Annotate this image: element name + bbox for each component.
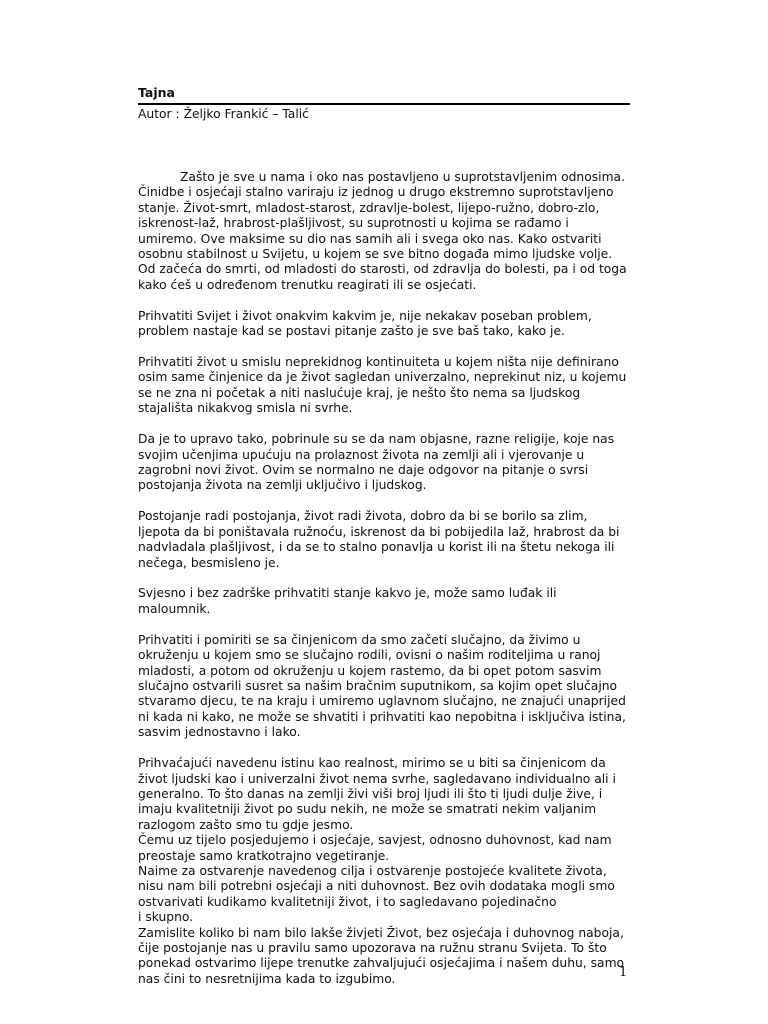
- document-title: Tajna: [138, 84, 630, 105]
- paragraph: Da je to upravo tako, pobrinule su se da nam objasne, razne religije, koje nas svojim učenjima upućuju na prolaznost života na zemlji ali i vjerovanje u zagrobni novi život. Ovim se normalno ne daje odgovor na pitanje o svrsi postojanja života na zemlji uključivo i ljudskog.: [138, 432, 615, 493]
- paragraph: Svjesno i bez zadrške prihvatiti stanje kakvo je, može samo luđak ili maloumnik.: [138, 586, 557, 616]
- paragraph: Postojanje radi postojanja, život radi života, dobro da bi se borilo sa zlim, ljepota da bi poništavala ružnoću, iskrenost da bi pobijedila laž, hrabrost da bi nadvladala plašljivost, i da se to stalno ponavlja u korist ili na štetu nekoga ili nečega, besmisleno je.: [138, 509, 620, 570]
- paragraph: Prihvatiti Svijet i život onakvim kakvim je, nije nekakav poseban problem, problem nastaje kad se postavi pitanje zašto je sve baš tako, kako je.: [138, 308, 592, 339]
- paragraph: i skupno.: [138, 910, 194, 925]
- document-content: [138, 84, 630, 987]
- paragraph: Prihvaćajući navedenu istinu kao realnost, mirimo se u biti sa činjenicom da život ljudski kao i univerzalni život nema svrhe, sagledavano individualno ali i generalno. To što danas na zemlji živi viši broj ljudi ili što ti ljudi dulje žive, i imaju kvalitetniji život po sudu nekih, ne može se smatrati nekim valjanim razlogom zašto smo tu gdje jesmo.: [138, 756, 616, 832]
- author-line: Autor : Željko Frankić – Talić: [138, 107, 309, 121]
- paragraph: Prihvatiti život u smislu neprekidnog kontinuiteta u kojem ništa nije definirano osim same činjenice da je život sagledan univerzalno, neprekinut niz, u kojemu se ne zna ni početak a niti naslućuje kraj, je nešto što nema sa ljudskog stajališta nikakvog smisla ni svrhe.: [138, 355, 627, 416]
- paragraph: Zamislite koliko bi nam bilo lakše živjeti Život, bez osjećaja i duhovnog naboja, čije postojanje nas u pravilu samo upozorava na ružnu stranu Svijeta. To što ponekad ostvarimo lijepe trenutke zahvaljujući osjećajima i našem duhu, samo nas čini to nesretnijima kada to izgubimo.: [138, 925, 625, 986]
- paragraph: Naime za ostvarenje navedenog cilja i ostvarenje postojeće kvalitete života, nisu nam bili potrebni osjećaji a niti duhovnost. Bez ovih dodataka mogli smo ostvarivati kudikamo kvalitetniji život, i to sagledavano pojedinačno: [138, 863, 615, 909]
- document-body: [138, 170, 630, 987]
- paragraph: Zašto je sve u nama i oko nas postavljeno u suprotstavljenim odnosima. Činidbe i osjećaji stalno variraju iz jednog u drugo ekstremno suprotstavljeno stanje. Život-smrt, mladost-starost, zdravlje-bolest, lijepo-ružno, dobro-zlo, iskrenost-laž, hrabrost-plašljivost, su suprotnosti u kojima se rađamo i umiremo. Ove maksime su dio nas samih ali i svega oko nas. Kako ostvariti osobnu stabilnost u Svijetu, u kojem se sve bitno događa mimo ljudske volje. Od začeća do smrti, od mladosti do starosti, od zdravlja do bolesti, pa i od toga kako ćeš u određenom trenutku reagirati ili se osjećati.: [138, 170, 627, 292]
- page-number: 1: [619, 965, 628, 980]
- paragraph: Čemu uz tijelo posjedujemo i osjećaje, savjest, odnosno duhovnost, kad nam preostaje samo kratkotrajno vegetiranje.: [138, 833, 612, 863]
- paragraph: Prihvatiti i pomiriti se sa činjenicom da smo začeti slučajno, da živimo u okruženju u kojem smo se slučajno rodili, ovisni o našim roditeljima u ranoj mladosti, a potom od okruženju u kojem rastemo, da bi opet potom sasvim slučajno ostvarili susret sa našim bračnim suputnikom, sa kojim opet slučajno stvaramo djecu, te na kraju i umiremo uglavnom slučajno, ne znajući unaprijed ni kada ni kako, ne može se shvatiti i prihvatiti kao nepobitna i isključiva istina, sasvim jednostavno i lako.: [138, 632, 626, 740]
